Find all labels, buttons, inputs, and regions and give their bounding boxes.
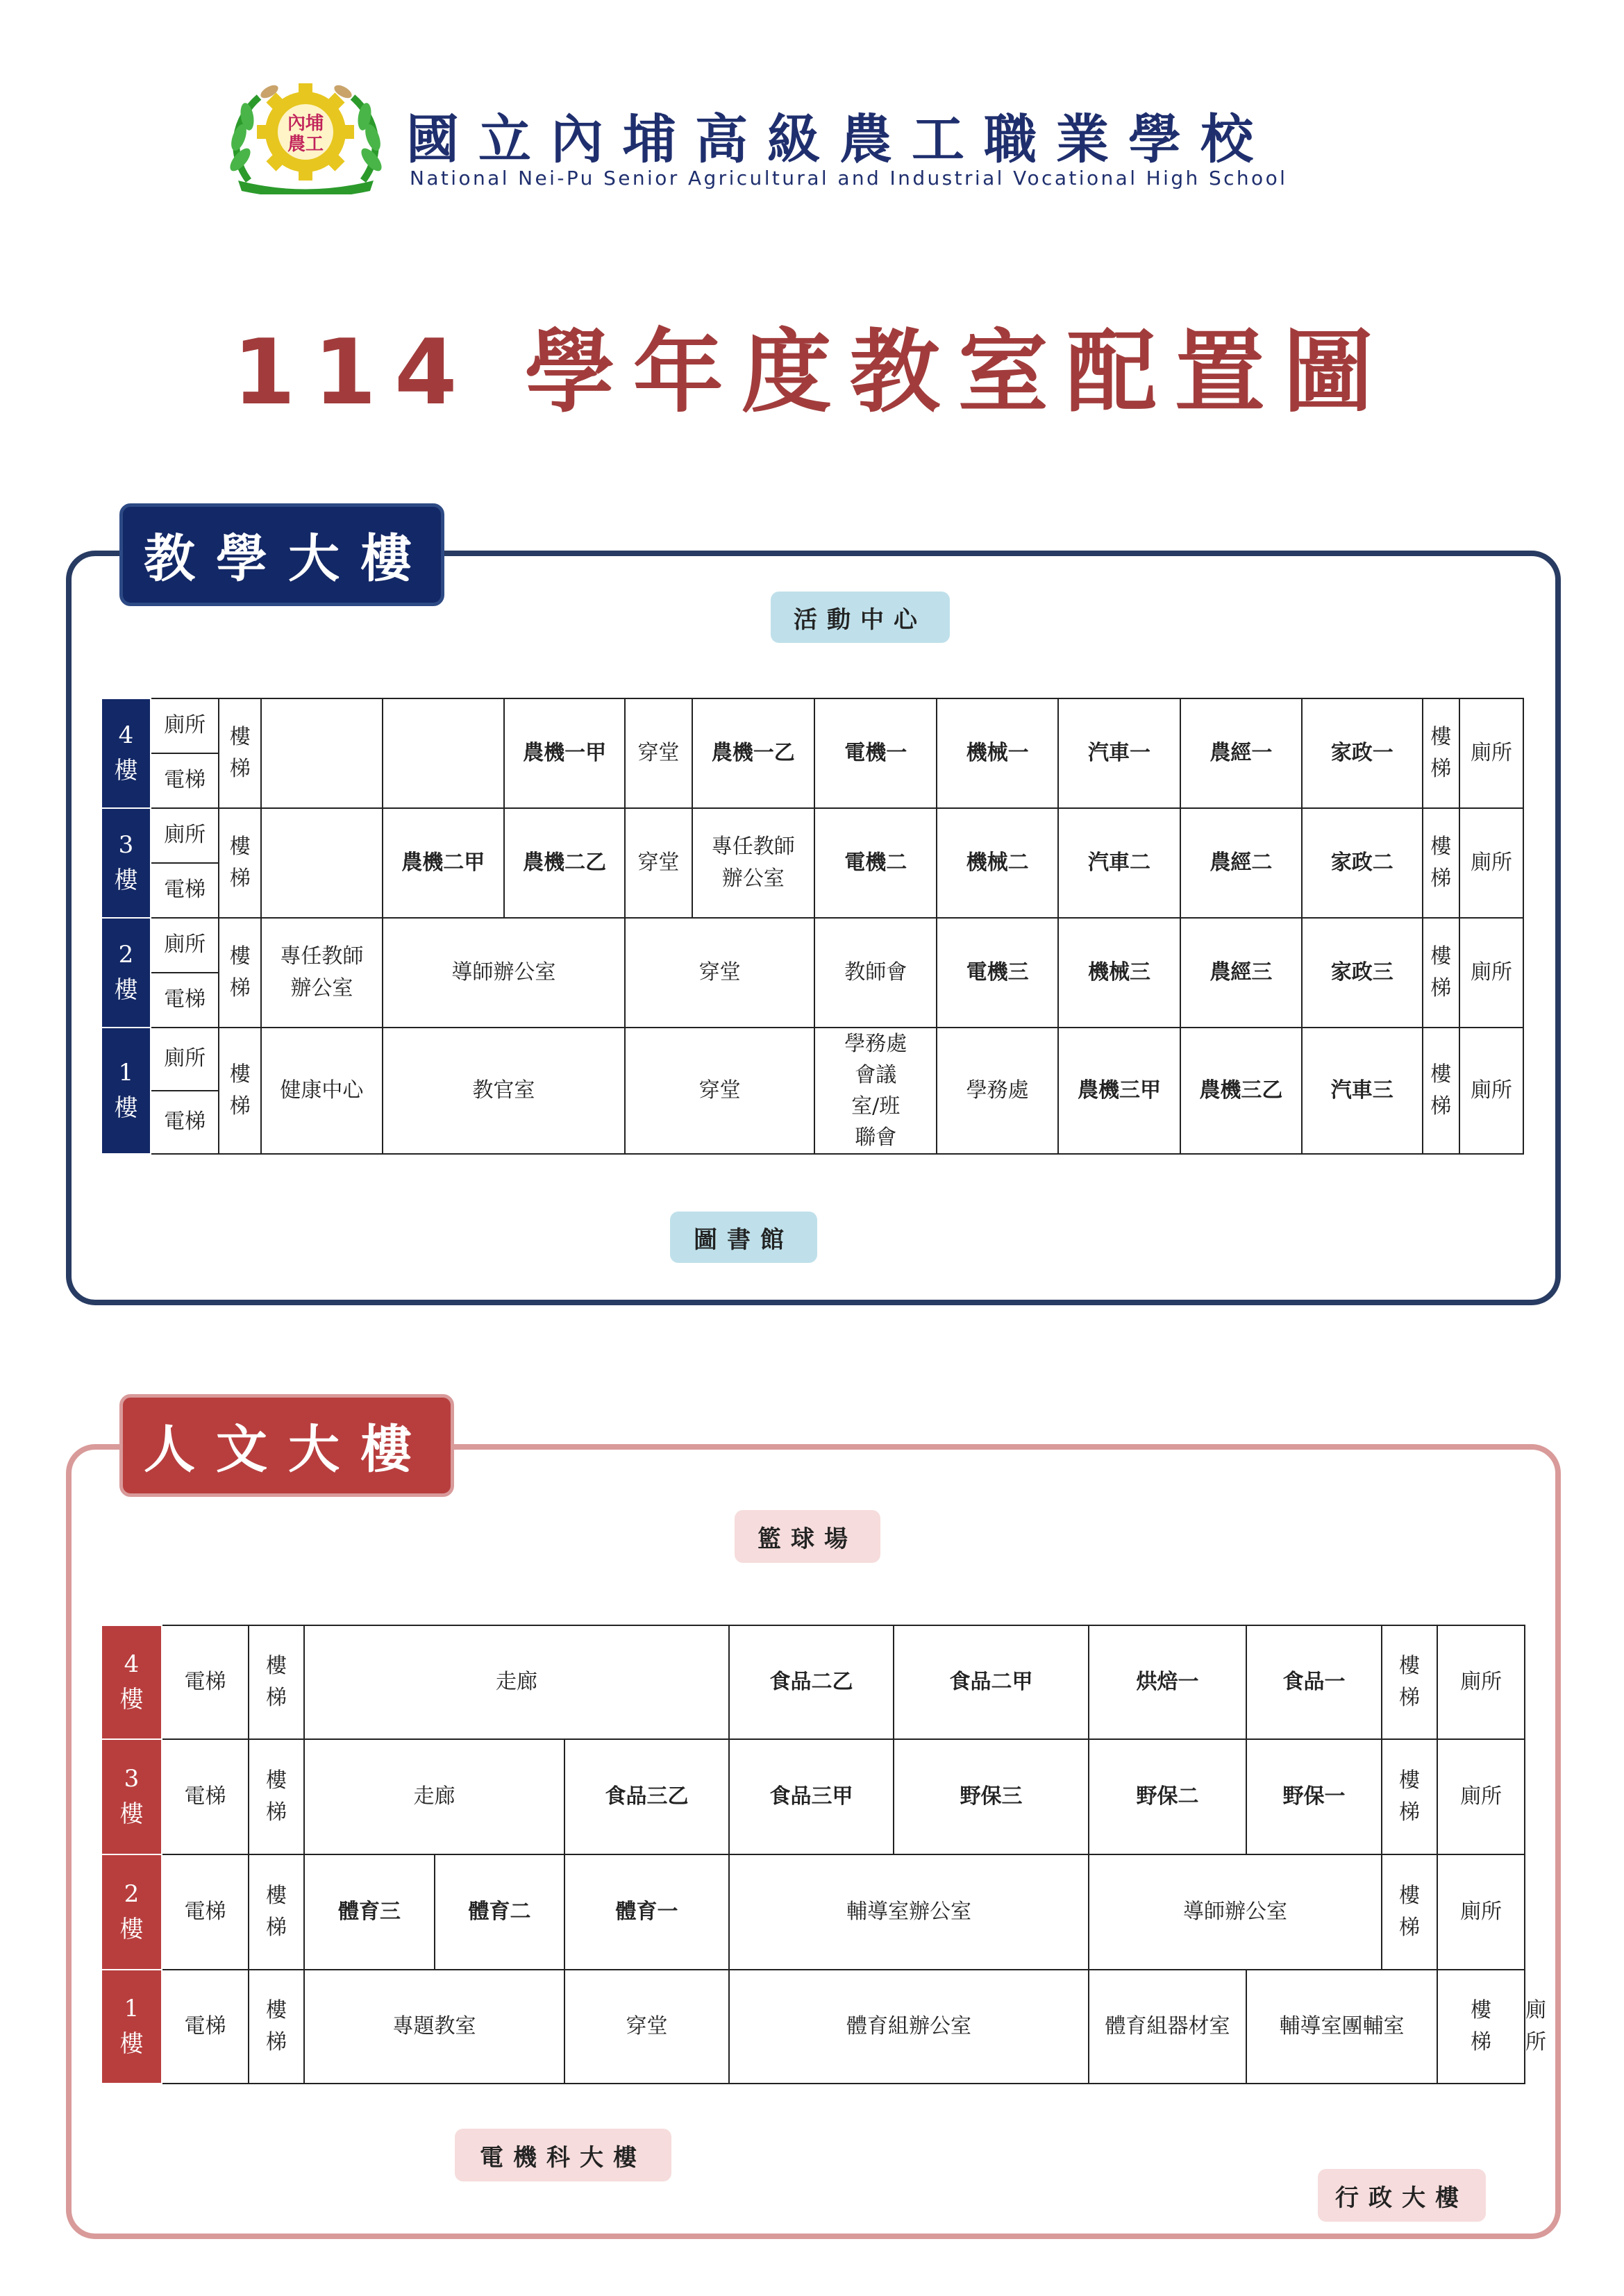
svg-text:內埔: 內埔 — [287, 113, 324, 134]
library-label: 圖書館 — [670, 1212, 817, 1263]
elevator-cell: 電梯 — [162, 1854, 249, 1970]
elevator-cell: 電梯 — [162, 1970, 249, 2084]
stairs-cell: 樓 梯 — [1423, 698, 1459, 808]
humanities-floor-table — [101, 1625, 1525, 2084]
hall-cell: 穿堂 — [625, 918, 814, 1028]
floor-4-label: 4 樓 — [101, 698, 151, 808]
room-cell: 專題教室 — [304, 1970, 564, 2084]
room-cell: 野保三 — [894, 1739, 1089, 1854]
room-cell: 農經一 — [1180, 698, 1301, 808]
elevator-cell: 電梯 — [162, 1739, 249, 1854]
stairs-cell: 樓 梯 — [219, 918, 261, 1028]
room-cell: 野保二 — [1089, 1739, 1246, 1854]
stairs-cell: 樓 梯 — [1382, 1854, 1437, 1970]
room-cell: 農機三乙 — [1180, 1028, 1301, 1154]
room-cell: 機械一 — [937, 698, 1057, 808]
stairs-cell: 樓 梯 — [219, 1028, 261, 1154]
stairs-cell: 樓 梯 — [219, 698, 261, 808]
stairs-cell: 樓 梯 — [249, 1970, 304, 2084]
room-cell: 教師會 — [814, 918, 937, 1028]
restroom-cell: 廁所 — [151, 918, 219, 973]
restroom-cell: 廁所 — [151, 698, 219, 753]
electrical-building-label: 電機科大樓 — [455, 2129, 671, 2181]
empty-room — [383, 698, 504, 808]
room-cell: 家政三 — [1302, 918, 1423, 1028]
floor-3-label: 3 樓 — [101, 1739, 162, 1854]
floor-2-label: 2 樓 — [101, 918, 151, 1028]
room-cell: 專任教師辦公室 — [692, 808, 814, 918]
room-cell: 輔導室辦公室 — [729, 1854, 1089, 1970]
activity-center-label: 活動中心 — [771, 592, 950, 643]
room-cell: 電機一 — [814, 698, 937, 808]
room-cell: 汽車二 — [1058, 808, 1180, 918]
room-cell: 汽車一 — [1058, 698, 1180, 808]
corridor-cell: 走廊 — [304, 1739, 564, 1854]
elevator-cell: 電梯 — [162, 1625, 249, 1739]
restroom-cell: 廁所 — [1437, 1739, 1525, 1854]
room-cell: 電機三 — [937, 918, 1057, 1028]
page-title: 114 學年度教室配置圖 — [233, 319, 1391, 425]
room-cell: 教官室 — [383, 1028, 626, 1154]
basketball-court-label: 籃球場 — [735, 1510, 880, 1563]
stairs-cell: 樓 梯 — [249, 1854, 304, 1970]
svg-text:農工: 農工 — [287, 134, 324, 155]
stairs-cell: 樓 梯 — [249, 1625, 304, 1739]
admin-building-label: 行政大樓 — [1318, 2169, 1486, 2222]
room-cell: 健康中心 — [261, 1028, 382, 1154]
room-cell: 農經三 — [1180, 918, 1301, 1028]
hall-cell: 穿堂 — [625, 698, 692, 808]
room-cell: 農機二甲 — [383, 808, 504, 918]
room-cell: 家政一 — [1302, 698, 1423, 808]
floor-3-label: 3 樓 — [101, 808, 151, 918]
teaching-floor-table — [101, 698, 1524, 1155]
stairs-cell: 樓 梯 — [1423, 1028, 1459, 1154]
room-cell: 汽車三 — [1302, 1028, 1423, 1154]
restroom-cell: 廁所 — [1459, 918, 1523, 1028]
floor-1-label: 1 樓 — [101, 1970, 162, 2084]
room-cell: 食品一 — [1246, 1625, 1382, 1739]
empty-room — [261, 808, 382, 918]
hall-cell: 穿堂 — [625, 808, 692, 918]
restroom-cell: 廁所 — [1459, 1028, 1523, 1154]
room-cell: 機械三 — [1058, 918, 1180, 1028]
stairs-cell: 樓 梯 — [1382, 1739, 1437, 1854]
room-cell: 農機一甲 — [504, 698, 625, 808]
school-name-en: National Nei-Pu Senior Agricultural and Industrial Vocational High School — [410, 167, 1288, 190]
room-cell: 家政二 — [1302, 808, 1423, 918]
room-cell: 農機一乙 — [692, 698, 814, 808]
school-name-zh: 國立內埔高級農工職業學校 — [406, 108, 1273, 170]
restroom-cell: 廁所 — [1459, 808, 1523, 918]
corridor-cell: 走廊 — [304, 1625, 729, 1739]
school-logo — [221, 76, 391, 194]
hall-cell: 穿堂 — [625, 1028, 814, 1154]
room-cell: 電機二 — [814, 808, 937, 918]
elevator-cell: 電梯 — [151, 973, 219, 1028]
room-cell: 農機三甲 — [1058, 1028, 1180, 1154]
room-cell: 體育二 — [435, 1854, 564, 1970]
stairs-cell: 樓 梯 — [1423, 808, 1459, 918]
room-cell: 食品二乙 — [729, 1625, 894, 1739]
restroom-cell: 廁所 — [1437, 1854, 1525, 1970]
restroom-cell: 廁所 — [151, 1028, 219, 1091]
elevator-cell: 電梯 — [151, 863, 219, 918]
room-cell: 專任教師辦公室 — [261, 918, 382, 1028]
stairs-cell: 樓 梯 — [1437, 1970, 1525, 2084]
stairs-cell: 樓 梯 — [1423, 918, 1459, 1028]
room-cell: 機械二 — [937, 808, 1057, 918]
room-cell: 食品三乙 — [564, 1739, 729, 1854]
room-cell: 食品二甲 — [894, 1625, 1089, 1739]
room-cell: 體育三 — [304, 1854, 435, 1970]
teaching-building-tab: 教學大樓 — [119, 503, 444, 606]
room-cell: 輔導室團輔室 — [1246, 1970, 1437, 2084]
room-cell: 烘焙一 — [1089, 1625, 1246, 1739]
stairs-cell: 樓 梯 — [1382, 1625, 1437, 1739]
empty-room — [261, 698, 382, 808]
room-cell: 導師辦公室 — [1089, 1854, 1382, 1970]
elevator-cell: 電梯 — [151, 1091, 219, 1154]
floor-2-label: 2 樓 — [101, 1854, 162, 1970]
room-cell: 農經二 — [1180, 808, 1301, 918]
room-cell: 學務處 — [937, 1028, 1057, 1154]
room-cell: 農機二乙 — [504, 808, 625, 918]
hall-cell: 穿堂 — [564, 1970, 729, 2084]
elevator-cell: 電梯 — [151, 753, 219, 808]
restroom-cell: 廁所 — [1459, 698, 1523, 808]
floor-1-label: 1 樓 — [101, 1028, 151, 1154]
stairs-cell: 樓 梯 — [219, 808, 261, 918]
room-cell: 食品三甲 — [729, 1739, 894, 1854]
room-cell: 體育組辦公室 — [729, 1970, 1089, 2084]
humanities-building-tab: 人文大樓 — [119, 1394, 454, 1497]
room-cell: 體育組器材室 — [1089, 1970, 1246, 2084]
room-cell: 學務處會議室/班聯會 — [814, 1028, 937, 1154]
room-cell: 野保一 — [1246, 1739, 1382, 1854]
room-cell: 導師辦公室 — [383, 918, 626, 1028]
floor-4-label: 4 樓 — [101, 1625, 162, 1739]
stairs-cell: 樓 梯 — [249, 1739, 304, 1854]
restroom-cell: 廁所 — [151, 808, 219, 863]
restroom-cell: 廁所 — [1437, 1625, 1525, 1739]
room-cell: 體育一 — [564, 1854, 729, 1970]
